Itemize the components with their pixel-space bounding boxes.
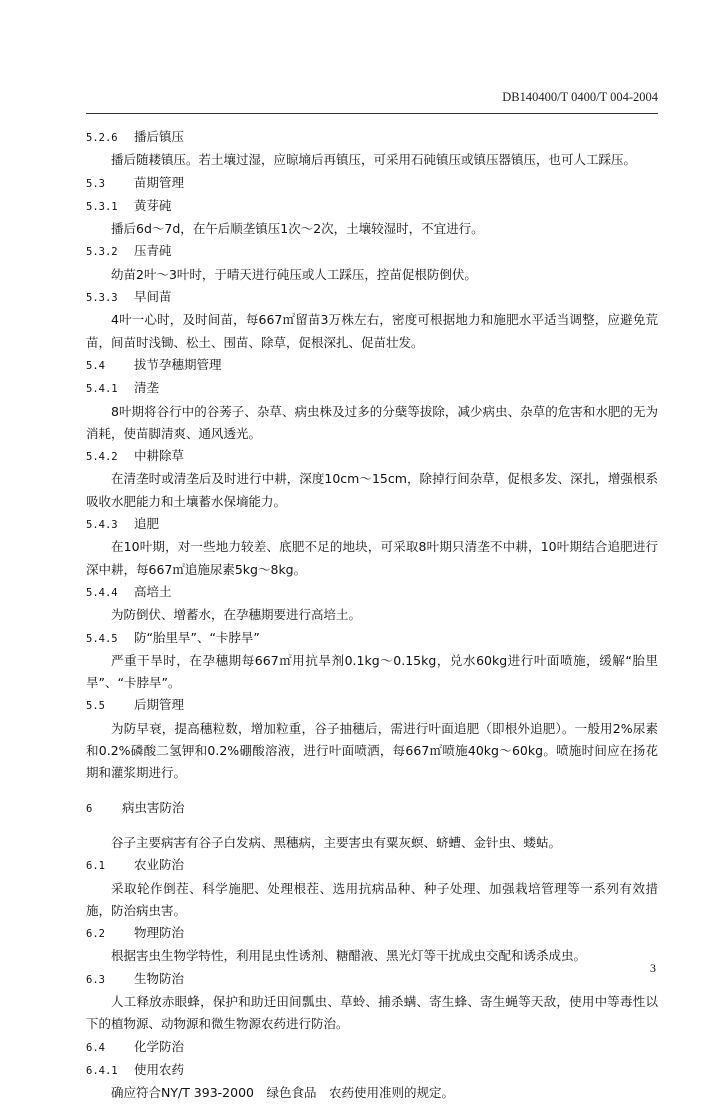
clause-heading <box>86 1036 658 1059</box>
section-spacer <box>86 785 658 797</box>
clause-heading <box>86 126 658 149</box>
clause-number: 5.4.1 <box>86 383 118 396</box>
clause-heading <box>86 445 658 468</box>
clause-title: 化学防治 <box>134 1038 185 1054</box>
clause-heading <box>86 627 658 650</box>
clause-number: 5.3.3 <box>86 292 118 305</box>
clause-title: 早间苗 <box>134 289 172 305</box>
clause-heading <box>86 854 658 877</box>
clause-title: 病虫害防治 <box>122 799 185 815</box>
clause-number: 5.3 <box>86 177 105 190</box>
clause-title: 黄芽砘 <box>134 197 172 213</box>
paragraph: 幼苗2叶～3叶时，于晴天进行砘压或人工踩压，控苗促根防倒伏。 <box>111 266 477 282</box>
clause-heading <box>86 922 658 945</box>
clause-title: 压青砘 <box>134 243 172 259</box>
clause-title: 追肥 <box>134 516 160 532</box>
clause-number: 5.3.1 <box>86 200 118 213</box>
clause-title: 播后镇压 <box>134 129 185 144</box>
paragraph: 播后6d～7d，在午后顺垄镇压1次～2次，土壤较湿时，不宜进行。 <box>111 221 484 237</box>
clause-title: 防“胎里旱”、“卡脖旱” <box>134 629 260 645</box>
clause-number: 5.3.2 <box>86 246 118 259</box>
document-body <box>86 126 658 1104</box>
clause-number: 5.2.6 <box>86 132 118 144</box>
clause-title: 生物防治 <box>134 970 185 986</box>
section-heading <box>86 797 658 820</box>
clause-number: 6 <box>86 802 93 815</box>
clause-heading <box>86 1059 658 1082</box>
paragraph: 为防早衰，提高穗粒数，增加粒重，谷子抽穗后，需进行叶面追肥（即根外追肥）。一般用2%尿素和0.2%磷酸二氢钾和0.2%硼酸溶液，进行叶面喷洒，每667㎡喷施40kg～60kg。喷施时间应在扬花期和灌浆期进行。 <box>86 720 658 781</box>
paragraph: 8叶期将谷行中的谷莠子、杂草、病虫株及过多的分蘖等拔除，减少病虫、杂草的危害和水肥的无为消耗，使苗脚清爽、通风透光。 <box>86 403 658 441</box>
clause-heading <box>86 694 658 717</box>
section-spacer <box>86 820 658 832</box>
clause-title: 拔节孕穗期管理 <box>134 356 222 372</box>
paragraph: 为防倒伏、增蓄水，在孕穗期要进行高培土。 <box>111 607 362 623</box>
clause-number: 6.2 <box>86 928 105 941</box>
clause-heading <box>86 377 658 400</box>
clause-number: 5.4.5 <box>86 632 118 645</box>
paragraph: 人工释放赤眼蜂，保护和助迁田间瓢虫、草蛉、捕杀螨、寄生蜂、寄生蝇等天敌，使用中等毒性以下的植物源、动物源和微生物源农药进行防治。 <box>86 993 658 1032</box>
clause-number: 5.5 <box>86 700 105 713</box>
clause-number: 5.4.2 <box>86 451 118 464</box>
paragraph: 在10叶期，对一些地力较差、底肥不足的地块，可采取8叶期只清垄不中耕，10叶期结合追肥进行深中耕，每667㎡追施尿素5kg～8kg。 <box>86 539 658 577</box>
clause-number: 5.4.4 <box>86 586 118 599</box>
clause-title: 物理防治 <box>134 925 185 941</box>
clause-heading <box>86 968 658 991</box>
clause-title: 使用农药 <box>134 1061 185 1077</box>
clause-heading <box>86 581 658 604</box>
clause-title: 高培土 <box>134 583 172 599</box>
paragraph: 4叶一心时，及时间苗，每667㎡留苗3万株左右，密度可根据地力和施肥水平适当调整，应避免荒苗，间苗时浅锄、松土、围苗、除草，促根深扎、促苗壮发。 <box>86 312 658 350</box>
clause-number: 6.4 <box>86 1041 105 1054</box>
clause-number: 5.4 <box>86 359 105 372</box>
paragraph: 谷子主要病害有谷子白发病、黑穗病，主要害虫有粟灰螟、蛴螬、金针虫、蝼蛄。 <box>111 834 562 850</box>
clause-number: 6.1 <box>86 860 105 873</box>
clause-title: 清垄 <box>134 380 160 396</box>
clause-number: 6.4.1 <box>86 1064 118 1077</box>
clause-title: 农业防治 <box>134 857 185 873</box>
header-rule <box>86 113 658 114</box>
paragraph: 在清垄时或清垄后及时进行中耕，深度10cm～15cm，除掉行间杂草，促根多发、深扎，增强根系吸收水肥能力和土壤蓄水保墒能力。 <box>86 471 658 509</box>
clause-number: 6.3 <box>86 973 105 986</box>
page-number: 3 <box>650 961 656 975</box>
paragraph: 根据害虫生物学特性，利用昆虫性诱剂、糖醋液、黑光灯等干扰成虫交配和诱杀成虫。 <box>111 948 587 964</box>
document-code-header: DB140400/T 0400/T 004-2004 <box>502 90 658 104</box>
paragraph: 严重干旱时，在孕穗期每667㎡用抗旱剂0.1kg～0.15kg，兑水60kg进行叶面喷施，缓解“胎里旱”、“卡脖旱”。 <box>86 652 658 691</box>
clause-title: 中耕除草 <box>134 448 185 464</box>
paragraph: 采取轮作倒茬、科学施肥、处理根茬、选用抗病品种、种子处理、加强栽培管理等一系列有效措施，防治病虫害。 <box>86 880 658 918</box>
clause-heading <box>86 354 658 377</box>
clause-heading <box>86 513 658 536</box>
clause-number: 5.4.3 <box>86 519 118 532</box>
clause-heading <box>86 172 658 195</box>
paragraph: 播后随耧镇压。若土壤过湿，应晾墒后再镇压，可采用石砘镇压或镇压器镇压，也可人工踩压。 <box>111 152 637 168</box>
paragraph: 确应符合NY/T 393-2000 绿色食品 农药使用准则的规定。 <box>111 1085 454 1101</box>
clause-heading <box>86 286 658 309</box>
clause-title: 苗期管理 <box>134 174 185 190</box>
clause-title: 后期管理 <box>134 697 185 713</box>
clause-heading <box>86 240 658 263</box>
clause-heading <box>86 195 658 218</box>
